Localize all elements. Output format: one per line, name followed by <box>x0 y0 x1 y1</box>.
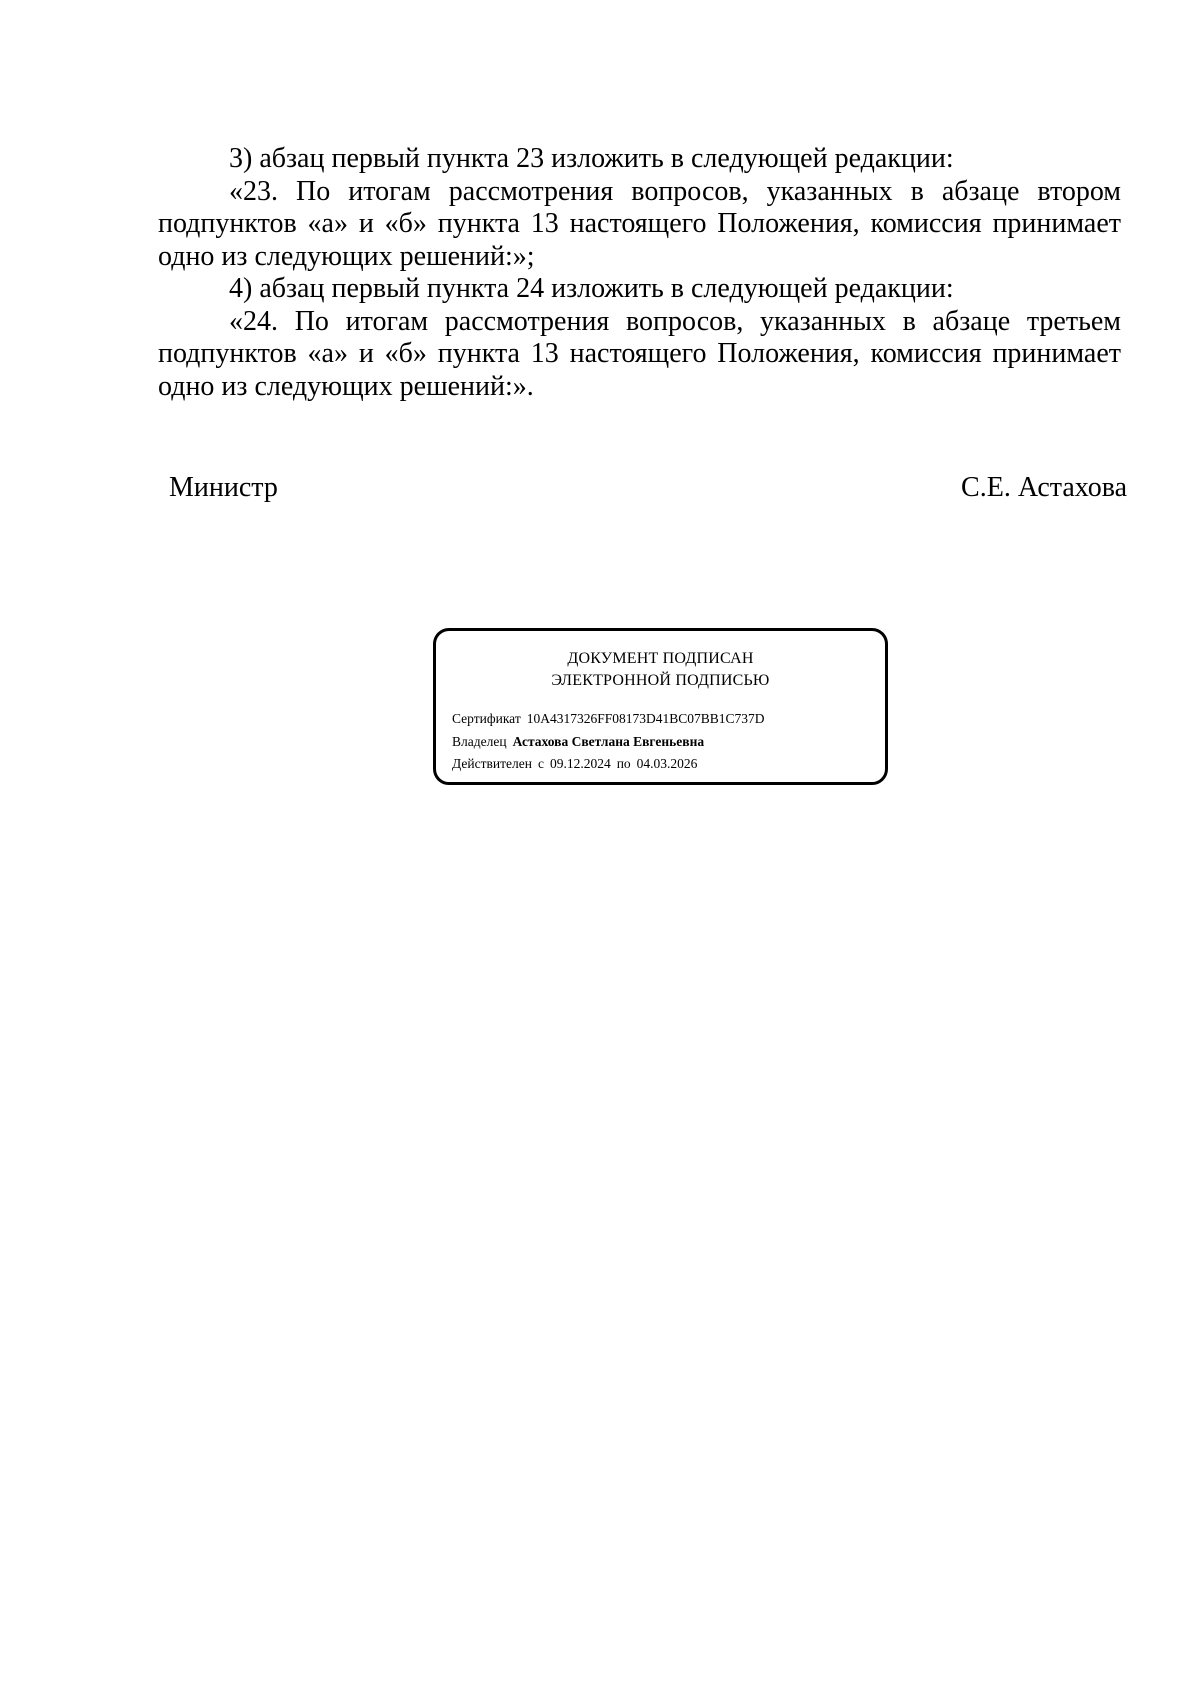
paragraph-clause-23: «23. По итогам рассмотрения вопросов, указанных в абзаце втором подпунктов «а» и «б» пункта 13 настоящего Положения, комиссия принимает одно из следующих решений:»; <box>158 175 1121 272</box>
valid-label: Действителен <box>452 756 532 771</box>
signer-name: С.Е. Астахова <box>961 472 1127 503</box>
document-body <box>158 143 1121 403</box>
stamp-owner-line <box>452 731 765 754</box>
stamp-validity-line <box>452 753 765 776</box>
certificate-value: 10A4317326FF08173D41BC07BB1C737D <box>526 711 765 726</box>
valid-from-label: с <box>537 756 544 771</box>
paragraph-amendment-3: 3) абзац первый пункта 23 изложить в следующей редакции: <box>229 143 954 174</box>
paragraph-amendment-4: 4) абзац первый пункта 24 изложить в следующей редакции: <box>229 273 954 304</box>
valid-to-label: по <box>616 756 631 771</box>
stamp-title <box>436 648 885 692</box>
paragraph-clause-24: «24. По итогам рассмотрения вопросов, указанных в абзаце третьем подпунктов «а» и «б» пункта 13 настоящего Положения, комиссия принимает одно из следующих решений:». <box>158 305 1121 402</box>
signer-position: Министр <box>169 472 278 503</box>
signature-block <box>169 470 1127 506</box>
certificate-label: Сертификат <box>452 711 521 726</box>
stamp-title-line-1: ДОКУМЕНТ ПОДПИСАН <box>567 650 754 667</box>
owner-value: Астахова Светлана Евгеньевна <box>512 733 705 749</box>
owner-label: Владелец <box>452 733 507 749</box>
stamp-details <box>452 708 765 776</box>
stamp-title-line-2: ЭЛЕКТРОННОЙ ПОДПИСЬЮ <box>551 672 770 689</box>
electronic-signature-stamp <box>433 628 888 785</box>
valid-from-date: 09.12.2024 <box>549 756 611 771</box>
stamp-certificate-line <box>452 708 765 731</box>
valid-to-date: 04.03.2026 <box>636 756 698 771</box>
